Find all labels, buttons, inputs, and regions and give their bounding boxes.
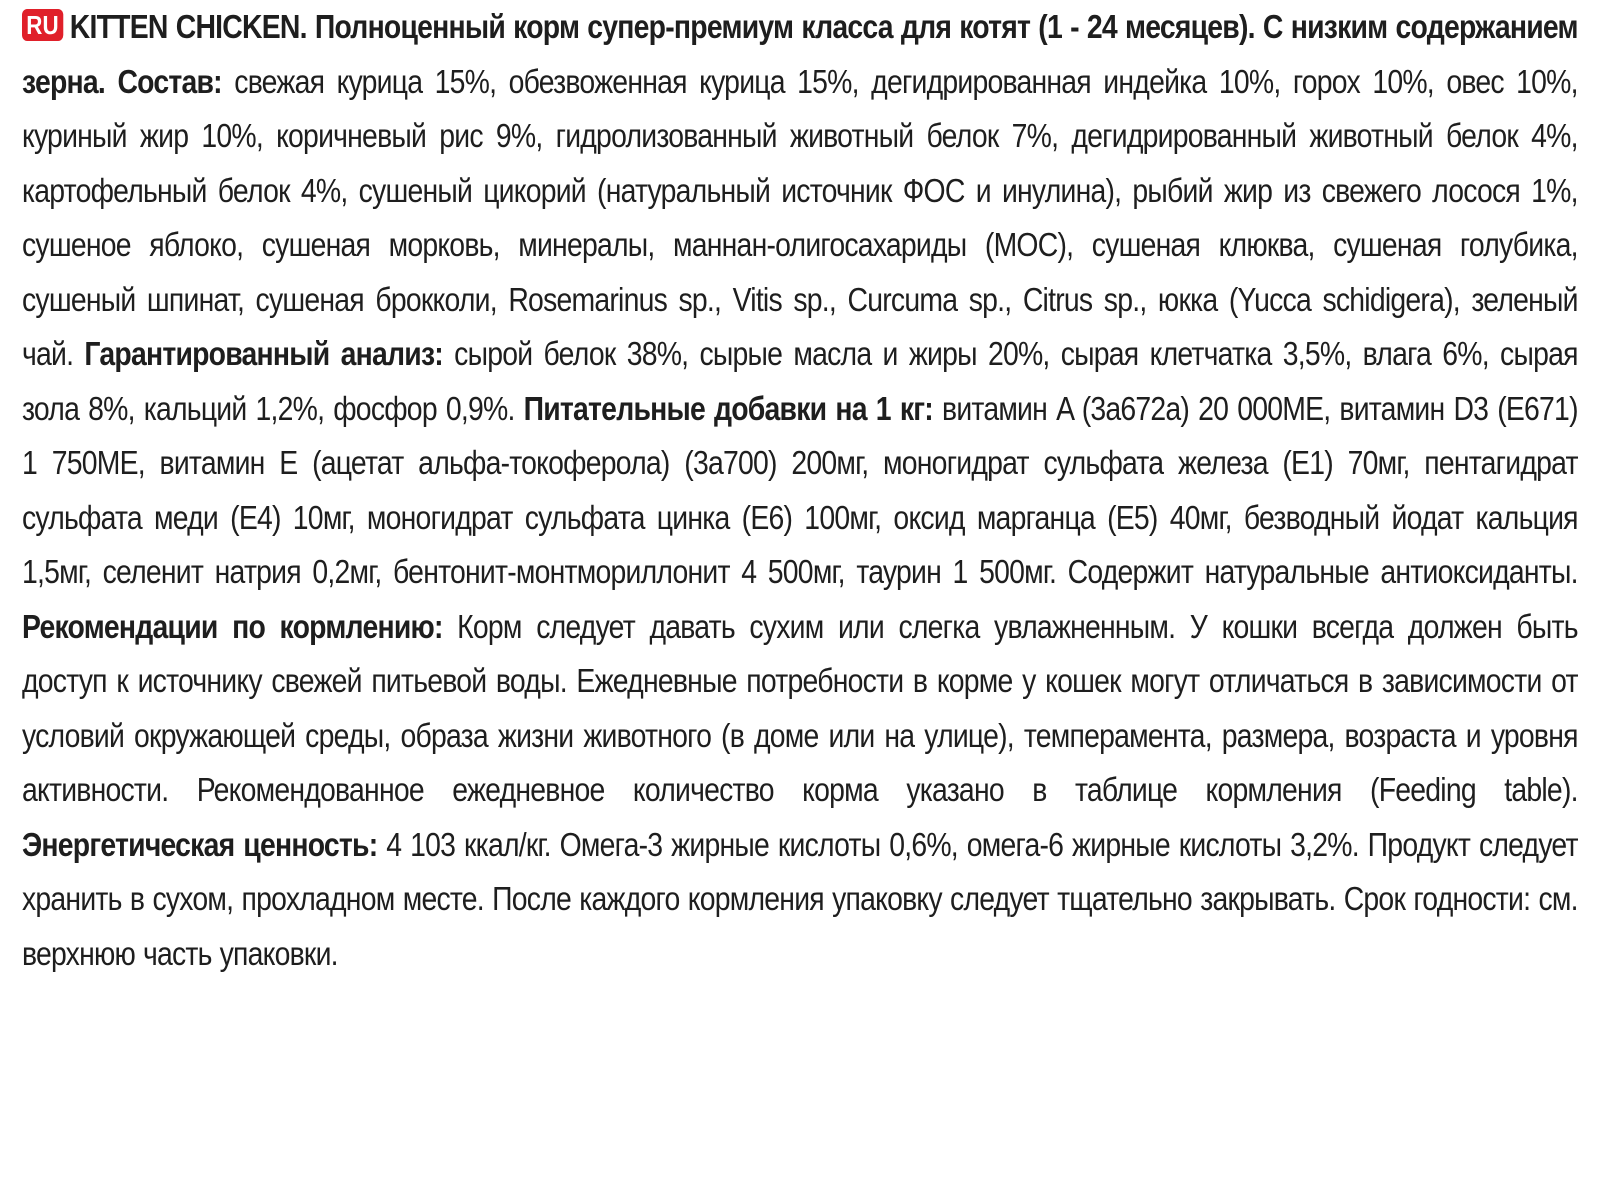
analysis-text: сырой белок 38%, сырые масла и жиры 20%, сырая клетчатка 3,5%, влага 6%, сырая зола 8%, кальций 1,2%, фосфор 0,9%. <box>22 335 1578 427</box>
additives-text: витамин A (3a672a) 20 000МЕ, витамин D3 (E671) 1 750МЕ, витамин E (ацетат альфа-токоферола) (3a700) 200мг, моногидрат сульфата железа (E1) 70мг, пентагидрат сульфата меди (E4) 10мг, моногидрат сульфата цинка (E6) 100мг, оксид марганца (E5) 40мг, безводный йодат кальция 1,5мг, селенит натрия 0,2мг, бентонит-монтмориллонит 4 500мг, таурин 1 500мг. Содержит натуральные антиоксиданты. <box>22 389 1578 590</box>
composition-heading: Состав: <box>117 62 222 100</box>
product-subtitle: С низким содержанием зерна. <box>22 8 1578 100</box>
composition-text: свежая курица 15%, обезвоженная курица 15%, дегидрированная индейка 10%, горох 10%, овес 10%, куриный жир 10%, коричневый рис 9%, гидролизованный животный белок 7%, дегидрированный животный белок 4%, картофельный белок 4%, сушеный цикорий (натуральный источник ФОС и инулина), рыбий жир из свежего лосося 1%, сушеное яблоко, сушеная морковь, минералы, маннан-олигосахариды (МОС), сушеная клюква, сушеная голубика, сушеный шпинат, сушеная брокколи, Rosemarinus sp., Vitis sp., Curcuma sp., Citrus sp., юкка (Yucca schidigera), зеленый чай. <box>22 62 1578 372</box>
feeding-heading: Рекомендации по кормлению: <box>22 607 443 645</box>
feeding-text: Корм следует давать сухим или слегка увлажненным. У кошки всегда должен быть доступ к источнику свежей питьевой воды. Ежедневные потребности в корме у кошек могут отличаться в зависимости от условий окружающей среды, образа жизни животного (в доме или на улице), темперамента, размера, возраста и уровня активности. Рекомендованное ежедневное количество корма указано в таблице кормления (Feeding table). <box>22 607 1578 808</box>
product-description: Полноценный корм супер-премиум класса для котят (1 - 24 месяцев). <box>314 8 1255 45</box>
energy-text: 4 103 ккал/кг. Омега-3 жирные кислоты 0,6%, омега-6 жирные кислоты 3,2%. Продукт следует хранить в сухом, прохладном месте. После каждого кормления упаковку следует тщательно закрывать. Срок годности: см. верхнюю часть упаковки. <box>22 825 1578 972</box>
analysis-heading: Гарантированный анализ: <box>84 335 443 372</box>
product-label-text-block <box>22 0 1578 1200</box>
language-badge: RU <box>22 9 63 41</box>
product-name: KITTEN CHICKEN. <box>69 8 307 45</box>
additives-heading: Питательные добавки на 1 кг: <box>523 389 933 427</box>
energy-heading: Энергетическая ценность: <box>22 825 378 863</box>
label-paragraph <box>22 0 1578 981</box>
